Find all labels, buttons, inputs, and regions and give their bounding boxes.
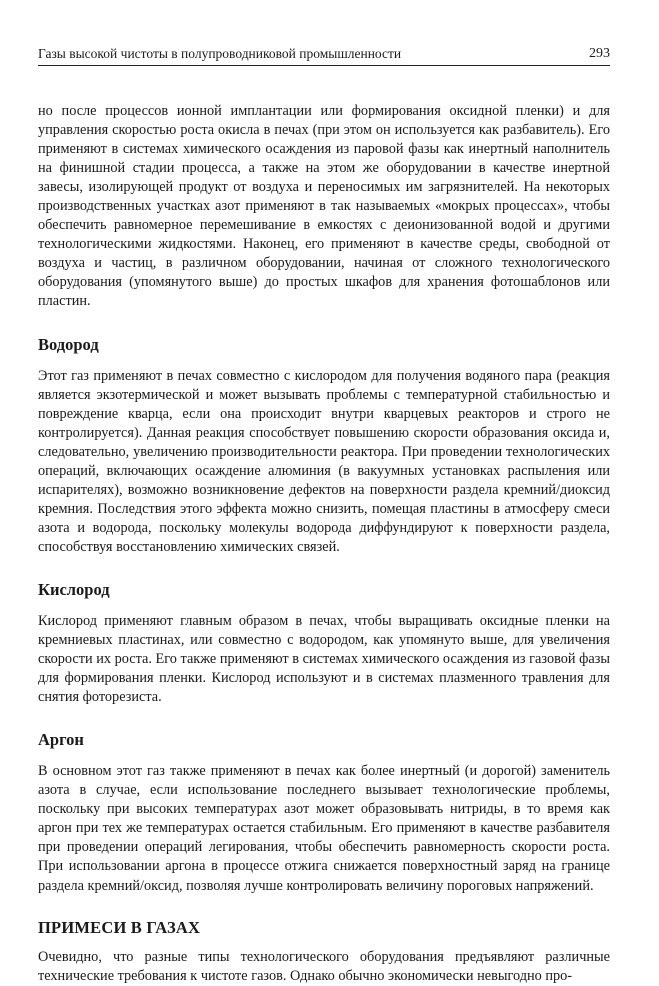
page-body xyxy=(38,102,610,986)
section-heading-hydrogen: Водород xyxy=(38,334,99,354)
section-paragraph-hydrogen: Этот газ применяют в печах совместно с кислородом для получения водяного пара (реакция является экзотермической и может вызывать проблемы с температурной стабильностью и повреждение кварца, если она происходит внутри кварцевых реакторов и строго не контролируется). Данная реакция способствует повышению скорости образования оксида и, следовательно, увеличению производительности реактора. При проведении технологических операций, включающих осаждение алюминия (в вакуумных установках распыления или испарителях), возможно возникновение дефектов на поверхности раздела кремний/диоксид кремния. Последствия этого эффекта можно снизить, помещая пластины в атмосферу смеси азота и водорода, поскольку молекулы водорода диффундируют к поверхности раздела, способствуя восстановлению химических связей. xyxy=(38,367,610,555)
section-heading-oxygen: Кислород xyxy=(38,579,110,599)
intro-paragraph: но после процессов ионной имплантации или формирования оксидной пленки) и для управления скоростью роста окисла в печах (при этом он используется как разбавитель). Его применяют в системах химического осаждения из паровой фазы как инертный наполнитель на финишной стадии процесса, а также на этом же оборудовании в качестве инертной завесы, изолирующей продукт от воздуха и переносимых им загрязнителей. На некоторых производственных участках азот применяют в так называемых «мокрых процессах», чтобы обеспечить равномерное перемешивание в емкостях с деионизованной водой и другими технологическими жидкостями. Наконец, его применяют в качестве среды, свободной от воздуха и частиц, в различном оборудовании, начиная от сложного технологического оборудования (упомянутого выше) до простых шкафов для хранения фотошаблонов или пластин. xyxy=(38,103,610,310)
section-heading-argon: Аргон xyxy=(38,730,84,750)
running-title: Газы высокой чистоты в полупроводниковой промышленности xyxy=(38,46,402,61)
running-header xyxy=(38,46,610,66)
book-page xyxy=(38,46,610,986)
page-number: 293 xyxy=(589,46,610,61)
section-paragraph-oxygen: Кислород применяют главным образом в печах, чтобы выращивать оксидные пленки на кремниевых пластинах, или совместно с водородом, как упомянуто выше, для увеличения скорости их роста. Его также применяют в системах химического осаждения из газовой фазы для формирования пленки. Кислород используют и в системах плазменного травления для снятия фоторезиста. xyxy=(38,612,610,706)
major-section-paragraph: Очевидно, что разные типы технологического оборудования предъявляют различные технические требования к чистоте газов. Однако обычно экономически невыгодно про- xyxy=(38,948,610,984)
section-paragraph-argon: В основном этот газ также применяют в печах как более инертный (и дорогой) заменитель азота в случае, если использование последнего вызывает технологические проблемы, поскольку при высоких температурах азот может образовывать нитриды, в то время как аргон при тех же температурах остается стабильным. Его применяют в качестве разбавителя при проведении операций легирования, чтобы обеспечить равномерность скорости роста. При использовании аргона в процессе отжига снижается поверхностный заряд на границе раздела кремний/оксид, позволяя лучше контролировать величину пороговых напряжений. xyxy=(38,763,610,894)
major-heading-impurities: ПРИМЕСИ В ГАЗАХ xyxy=(38,917,201,937)
